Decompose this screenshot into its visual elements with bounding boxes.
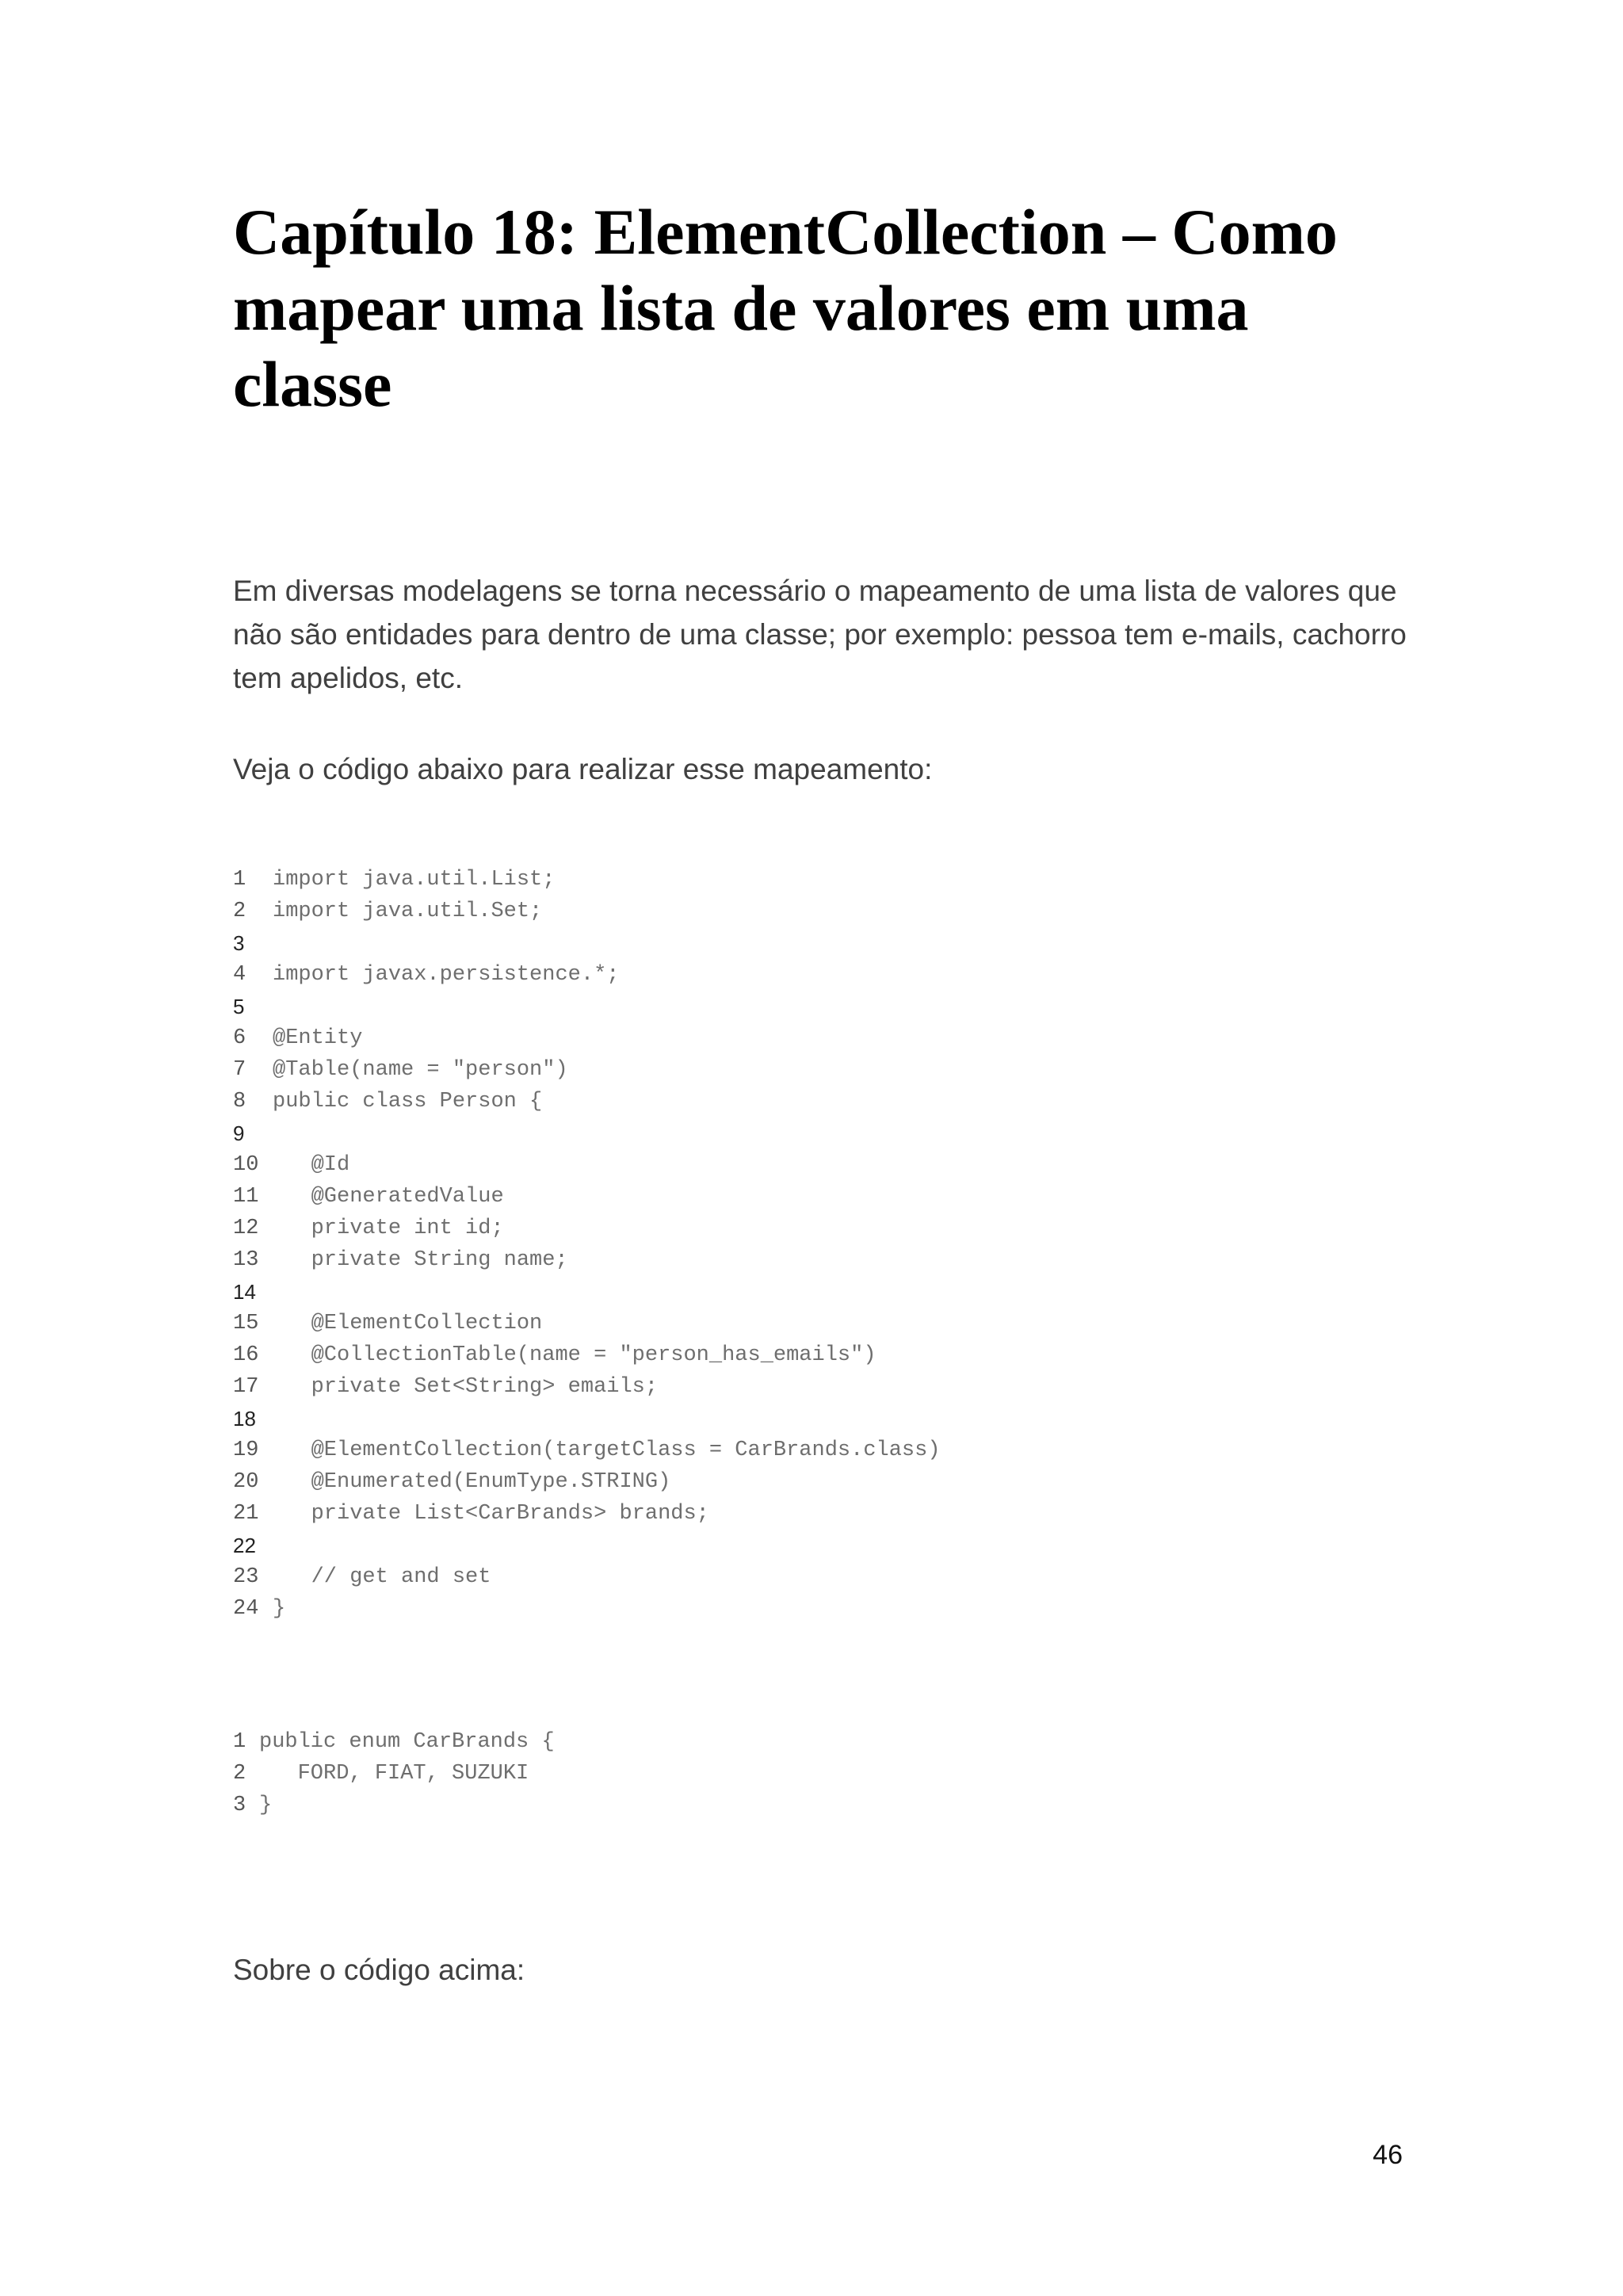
line-number: 22 xyxy=(233,1534,256,1557)
line-number: 17 xyxy=(233,1375,259,1399)
code-text: private Set<String> emails; xyxy=(273,1375,659,1399)
code-line xyxy=(233,1054,941,1086)
line-number: 14 xyxy=(233,1280,256,1304)
code-intro-text: Veja o código abaixo para realizar esse mapeamento: xyxy=(233,753,933,785)
line-number: 15 xyxy=(233,1312,259,1335)
line-number: 8 xyxy=(233,1090,246,1114)
page-number: 46 xyxy=(1373,2140,1403,2170)
code-intro-paragraph xyxy=(233,747,1406,791)
code-text: // get and set xyxy=(273,1565,491,1589)
code-line xyxy=(233,1308,941,1339)
code-line xyxy=(233,1498,941,1530)
line-number: 3 xyxy=(233,1794,246,1817)
code-line xyxy=(233,1758,555,1790)
line-number: 19 xyxy=(233,1438,259,1462)
code-line xyxy=(233,991,941,1022)
closing-text: Sobre o código acima: xyxy=(233,1954,525,1986)
line-number: 21 xyxy=(233,1502,259,1526)
code-text: @ElementCollection(targetClass = CarBrands.class) xyxy=(273,1438,941,1462)
line-number: 20 xyxy=(233,1470,259,1494)
code-line xyxy=(233,1149,941,1181)
code-text: import javax.persistence.*; xyxy=(273,963,620,987)
intro-line: não são entidades para dentro de uma classe; por exemplo: pessoa tem e-mails, cachorro xyxy=(233,618,1407,651)
line-number: 12 xyxy=(233,1217,259,1240)
code-line xyxy=(233,1403,941,1435)
line-number: 16 xyxy=(233,1343,259,1367)
code-text: @Id xyxy=(273,1153,350,1177)
code-line xyxy=(233,1213,941,1244)
title-line: Capítulo 18: ElementCollection – Como xyxy=(233,196,1338,268)
code-line xyxy=(233,864,941,896)
code-text: } xyxy=(273,1597,286,1621)
code-line xyxy=(233,1276,941,1308)
code-line xyxy=(233,1086,941,1117)
line-number: 2 xyxy=(233,1762,246,1786)
code-line xyxy=(233,1593,941,1625)
line-number: 9 xyxy=(233,1121,245,1145)
code-text: FORD, FIAT, SUZUKI xyxy=(259,1762,529,1786)
closing-paragraph xyxy=(233,1948,1406,1992)
code-line xyxy=(233,959,941,991)
line-number: 13 xyxy=(233,1248,259,1272)
title-line: mapear uma lista de valores em uma xyxy=(233,272,1249,344)
code-line xyxy=(233,1117,941,1149)
code-text: public class Person { xyxy=(273,1090,543,1114)
code-text: private String name; xyxy=(273,1248,568,1272)
code-text: @Table(name = "person") xyxy=(273,1058,568,1082)
line-number: 10 xyxy=(233,1153,259,1177)
code-line xyxy=(233,1022,941,1054)
line-number: 1 xyxy=(233,1730,246,1754)
line-number: 24 xyxy=(233,1597,259,1621)
title-line: classe xyxy=(233,348,392,420)
code-line xyxy=(233,1435,941,1466)
line-number: 18 xyxy=(233,1407,256,1431)
code-text: } xyxy=(259,1794,273,1817)
intro-line: Em diversas modelagens se torna necessário o mapeamento de uma lista de valores que xyxy=(233,575,1397,607)
code-text: public enum CarBrands { xyxy=(259,1730,555,1754)
line-number: 6 xyxy=(233,1026,246,1050)
code-text: private List<CarBrands> brands; xyxy=(273,1502,709,1526)
line-number: 4 xyxy=(233,963,246,987)
code-text: @ElementCollection xyxy=(273,1312,543,1335)
code-line xyxy=(233,927,941,959)
code-line xyxy=(233,896,941,927)
code-text: @Enumerated(EnumType.STRING) xyxy=(273,1470,671,1494)
code-line xyxy=(233,1371,941,1403)
code-line xyxy=(233,1561,941,1593)
line-number: 2 xyxy=(233,900,246,923)
code-line xyxy=(233,1530,941,1561)
code-line xyxy=(233,1181,941,1213)
chapter-title xyxy=(233,194,1422,422)
code-block-person xyxy=(233,864,941,1625)
code-line xyxy=(233,1726,555,1758)
code-text: private int id; xyxy=(273,1217,504,1240)
line-number: 1 xyxy=(233,868,246,892)
code-text: @GeneratedValue xyxy=(273,1185,504,1209)
line-number: 7 xyxy=(233,1058,246,1082)
intro-line: tem apelidos, etc. xyxy=(233,662,463,694)
line-number: 3 xyxy=(233,931,245,955)
code-text: @Entity xyxy=(273,1026,363,1050)
line-number: 11 xyxy=(233,1185,259,1209)
line-number: 5 xyxy=(233,995,245,1018)
code-line xyxy=(233,1244,941,1276)
code-block-enum xyxy=(233,1726,555,1821)
code-line xyxy=(233,1466,941,1498)
code-text: import java.util.List; xyxy=(273,868,556,892)
intro-paragraph xyxy=(233,569,1406,700)
code-text: import java.util.Set; xyxy=(273,900,543,923)
code-line xyxy=(233,1790,555,1821)
code-text: @CollectionTable(name = "person_has_emails") xyxy=(273,1343,876,1367)
code-line xyxy=(233,1339,941,1371)
line-number: 23 xyxy=(233,1565,259,1589)
